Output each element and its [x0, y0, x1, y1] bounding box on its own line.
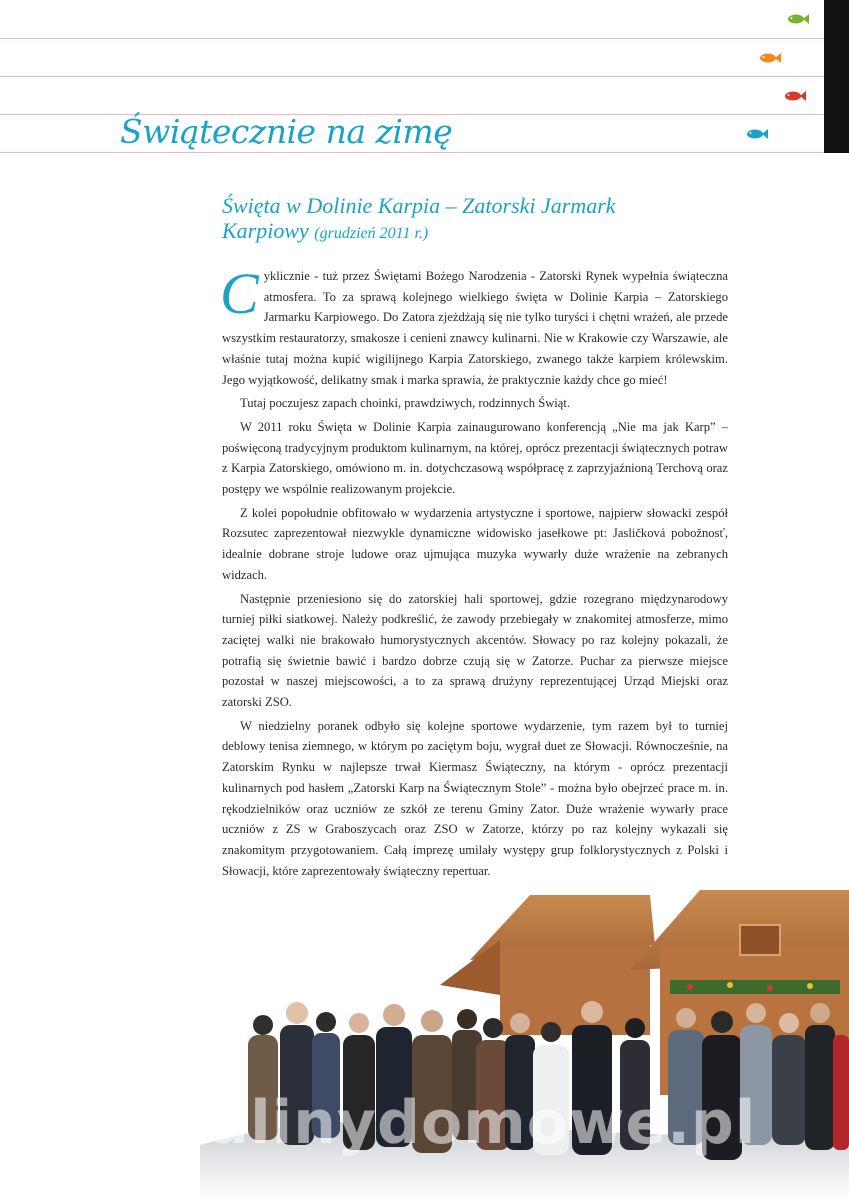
fish-icon-orange	[759, 52, 781, 64]
paragraph-3: W 2011 roku Święta w Dolinie Karpia zainaugurowano konferencją „Nie ma jak Karp” – poświęconą tradycyjnym produktom kulinarnym, na której, oprócz prezentacji świątecznych potraw z Karpia Zatorskiego, omówiono m. in. dotychczasową współpracę z zaprzyjaźnioną Terchovą oraz postępy we wspólnie realizowanym projekcie.	[222, 419, 728, 497]
paragraph-1	[220, 261, 728, 390]
paragraph-5: Następnie przeniesiono się do zatorskiej hali sportowej, gdzie rozegrano międzynarodowy turniej piłki siatkowej. Należy podkreślić, że zawody przebiegały w znakomitej atmosferze, mimo zaciętej walki nie brakowało humorystycznych akcentów. Słowacy po raz kolejny pokazali, że potrafią się świetnie bawić i bardzo dobrze czują się w Zatorze. Puchar za pierwsze miejsce pozostał w naszej miejscowości, a to za sprawą drużyny reprezentującej Urząd Miejski oraz zatorski ZSO.	[222, 591, 728, 710]
drop-cap: C	[220, 261, 259, 326]
article-heading-line1: Święta w Dolinie Karpia – Zatorski Jarmark	[222, 193, 616, 218]
watermark: wedlinydomowe.pl	[108, 1088, 757, 1158]
header-rule-1	[0, 38, 824, 39]
paragraph-4: Z kolei popołudnie obfitowało w wydarzenia artystyczne i sportowe, najpierw słowacki zespół Rozsutec zaprezentował niezwykle dynamiczne widowisko jasełkowe pt: Jasličková pobožnosť, idealnie dobrane stroje ludowe oraz ujmująca muzyka wywarły duże wrażenie na zebranych widzach.	[222, 505, 728, 582]
fish-icon-blue	[746, 128, 768, 140]
article-heading-line2: Karpiowy	[222, 218, 309, 243]
paragraph-6: W niedzielny poranek odbyło się kolejne sportowe wydarzenie, tym razem był to turniej deblowy tenisa ziemnego, w którym po zaciętym boju, wygrał duet ze Słowacji. Równocześnie, na Zatorskim Rynku w najlepsze trwał Kiermasz Świąteczny, na którym - oprócz prezentacji kulinarnych pod hasłem „Zatorski Karp na Świątecznym Stole” - można było obejrzeć prace m. in. rękodzielników oraz uczniów ze szkół ze terenu Gminy Zator. Duże wrażenie wywarły prace uczniów z ZS w Graboszycach oraz ZSO w Zatorze, którzy po raz kolejny wykazali się znakomitym przygotowaniem. Całą imprezę umilały występy grup folklorystycznych z Polski i Słowacji, które zaprezentowały świąteczny repertuar.	[222, 718, 728, 878]
paragraph-1-text: yklicznie - tuż przez Świętami Bożego Narodzenia - Zatorski Rynek wypełnia świąteczna atmosfera. To za sprawą kolejnego wielkiego święta w Dolinie Karpia – Zatorskiego Jarmarku Karpiowego. Do Zatora zjeżdżają się nie tylko turyści i chętni wrażeń, ale przede wszystkim restauratorzy, smakosze i cenieni znawcy kulinarni. Nie w Krakowie czy Warszawie, ale właśnie tutaj można kupić wigilijnego Karpia Zatorskiego, zwanego także karpiem królewskim. Jego wyjątkowość, delikatny smak i marka sprawia, że praktycznie każdy chce go mieć!	[222, 269, 728, 387]
header-rule-4	[0, 152, 824, 153]
page-edge-tab	[824, 0, 849, 153]
header-rule-2	[0, 76, 824, 77]
page-title: Świątecznie na zimę	[120, 112, 453, 151]
article-date: (grudzień 2011 r.)	[314, 225, 429, 242]
article-heading	[222, 193, 742, 246]
fish-icon-red	[784, 90, 806, 102]
paragraph-2: Tutaj poczujesz zapach choinki, prawdziwych, rodzinnych Świąt.	[240, 396, 571, 411]
fish-icon-green	[787, 13, 809, 25]
article-body	[220, 261, 728, 884]
